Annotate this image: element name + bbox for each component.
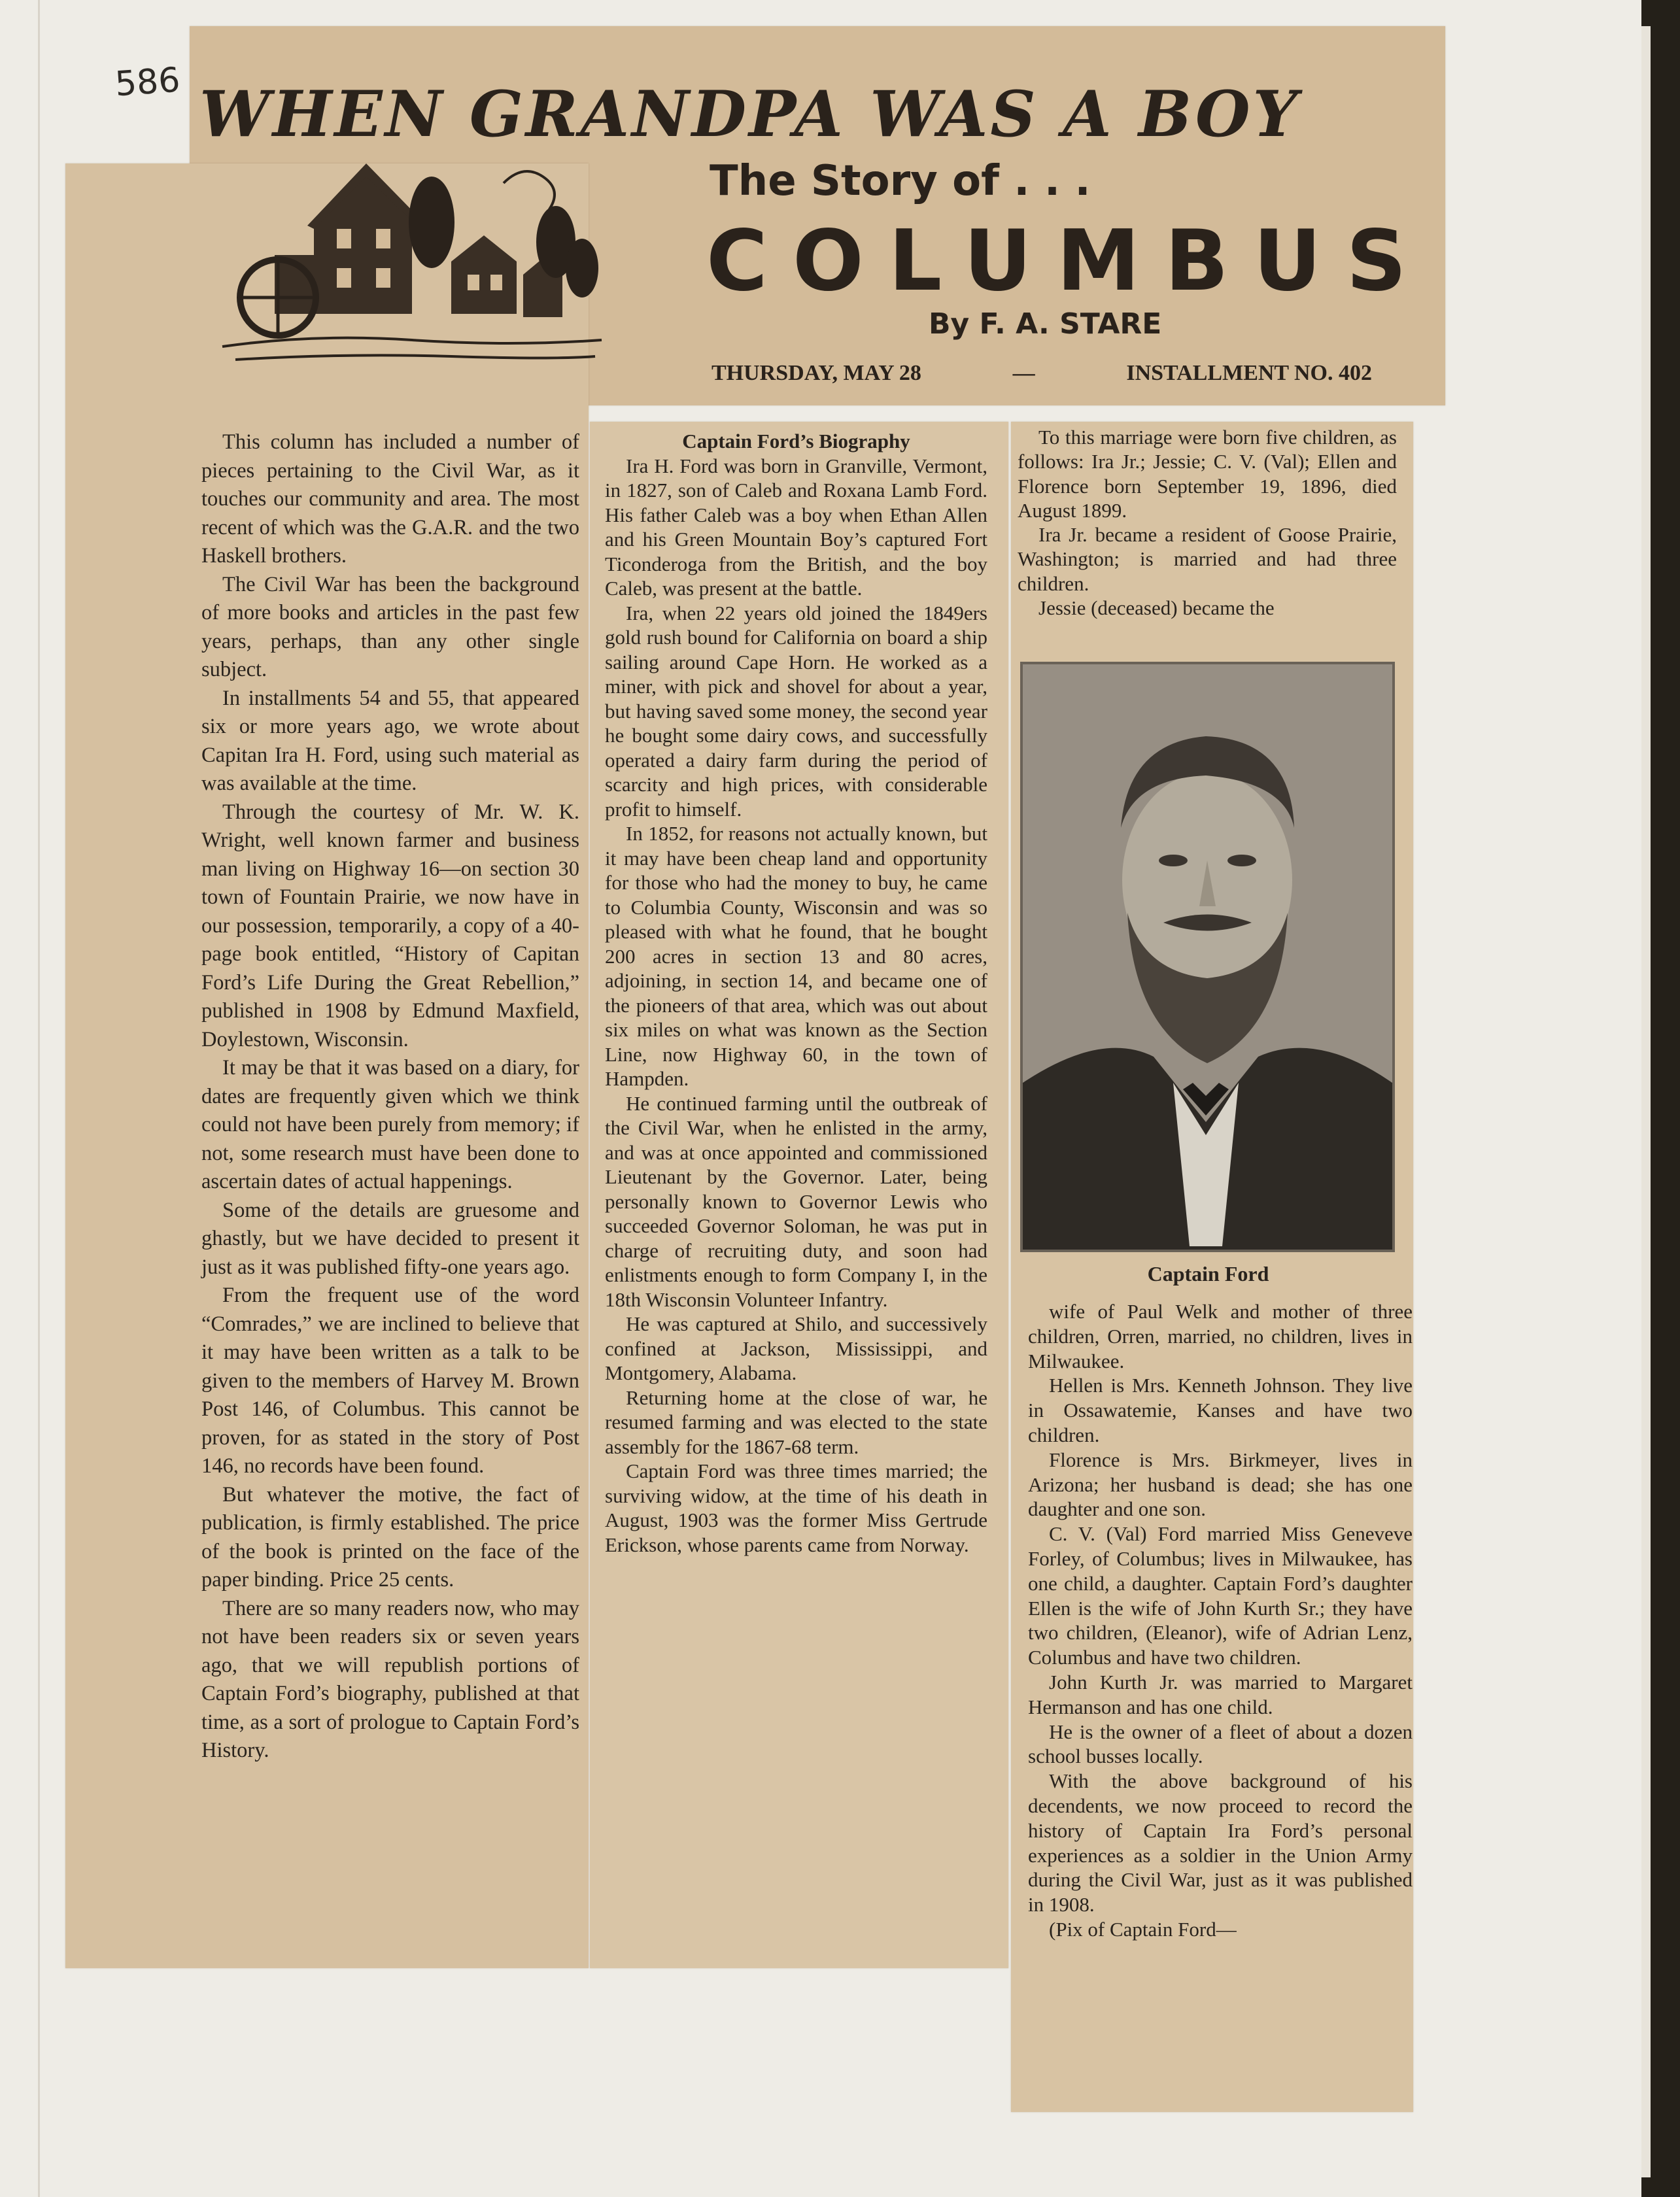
paragraph: He was captured at Shilo, and successively confined at Jackson, Mississippi, and Montgomery, Alabama. bbox=[605, 1312, 987, 1384]
page-number: 586 bbox=[114, 60, 182, 105]
column1-text bbox=[201, 428, 579, 1765]
paragraph: But whatever the motive, the fact of publication, is firmly established. The price of the book is printed on the face of the paper binding. Price 25 cents. bbox=[201, 1482, 579, 1592]
paragraph: C. V. (Val) Ford married Miss Geneveve Forley, of Columbus; lives in Milwaukee, has one child, a daughter. Captain Ford’s daughter Ellen is the wife of John Kurth Sr.; they have two children, (Eleanor), wife of Adrian Lenz, Columbus and have two children. bbox=[1028, 1522, 1413, 1669]
paragraph: The Civil War has been the background of more books and articles in the past few years, perhaps, than any other single subject. bbox=[201, 572, 579, 681]
kicker: The Story of . . . bbox=[710, 157, 1091, 205]
date: THURSDAY, MAY 28 bbox=[711, 361, 921, 385]
installment-number: INSTALLMENT NO. 402 bbox=[1126, 361, 1372, 385]
byline: By F. A. STARE bbox=[929, 307, 1162, 341]
captain-ford-portrait bbox=[1020, 662, 1395, 1252]
paragraph: Through the courtesy of Mr. W. K. Wright, well known farmer and business man living on Highway 16—on section 30 town of Fountain Prairie, we now have in our possession, temporarily, a copy of a 40-page book entitled, “History of Capitan Ford’s Life During the Great Rebellion,” published in 1908 by Edmund Maxfield, Doylestown, Wisconsin. bbox=[201, 800, 579, 1051]
headline-title: COLUMBUS bbox=[706, 213, 1431, 310]
paragraph: He is the owner of a fleet of about a dozen school busses locally. bbox=[1028, 1720, 1413, 1768]
dateline bbox=[711, 361, 1372, 386]
paragraph: From the frequent use of the word “Comrades,” we are inclined to believe that it may have been written as a talk to be given to the members of Harvey M. Brown Post 146, of Columbus. This cannot be proven, for as stated in the story of Post 146, no records have been found. bbox=[201, 1284, 579, 1478]
column2-text bbox=[605, 429, 987, 1557]
paragraph: Some of the details are gruesome and ghastly, but we have decided to present it just as it was published fifty-one years ago. bbox=[201, 1198, 579, 1279]
paragraph: In installments 54 and 55, that appeared six or more years ago, we wrote about Capitan Ira H. Ford, using such material as was available at the time. bbox=[201, 686, 579, 795]
paragraph: Ira Jr. became a resident of Goose Prairie, Washington; is married and had three children. bbox=[1018, 523, 1397, 595]
paragraph: Returning home at the close of war, he resumed farming and was elected to the state assembly for the 1867-68 term. bbox=[605, 1386, 987, 1458]
photo-caption: Captain Ford bbox=[1147, 1262, 1269, 1286]
paragraph: Florence is Mrs. Birkmeyer, lives in Arizona; her husband is dead; she has one daughter and one son. bbox=[1028, 1448, 1413, 1521]
paragraph: With the above background of his decendents, we now proceed to record the history of Captain Ira Ford’s personal experiences as a soldier in the Union Army during the Civil War, just as it was published in 1908. bbox=[1028, 1769, 1413, 1916]
paragraph: He continued farming until the outbreak of the Civil War, when he enlisted in the army, and was at once appointed and commissioned Lieutenant by the Governor. Later, being personally known to Governor Lewis who succeeded Governor Soloman, he was put in charge of recruiting duty, and soon had enlistments enough to form Company I, in the 18th Wisconsin Volunteer Infantry. bbox=[605, 1091, 987, 1311]
paragraph: It may be that it was based on a diary, for dates are frequently given which we think could not have been purely from memory; if not, some research must have been done to ascertain dates of actual happenings. bbox=[201, 1056, 579, 1193]
paragraph: John Kurth Jr. was married to Margaret Hermanson and has one child. bbox=[1028, 1670, 1413, 1718]
dateline-separator: — bbox=[1012, 361, 1035, 385]
paragraph: This column has included a number of pieces pertaining to the Civil War, as it touches our community and area. The most recent of which was the G.A.R. and the two Haskell brothers. bbox=[201, 430, 579, 568]
paragraph: Hellen is Mrs. Kenneth Johnson. They live in Ossawatemie, Kanses and have two children. bbox=[1028, 1374, 1413, 1446]
paragraph: Ira, when 22 years old joined the 1849ers gold rush bound for California on board a ship sailing around Cape Horn. He worked as a miner, with pick and shovel for about a year, but having saved some money, the second year he bought some dairy cows, and successfully operated a dairy farm during the period of scarcity and high prices, with considerable profit to himself. bbox=[605, 601, 987, 821]
paragraph: Captain Ford was three times married; the surviving widow, at the time of his death in August, 1903 was the former Miss Gertrude Erickson, whose parents came from Norway. bbox=[605, 1459, 987, 1556]
paragraph: Jessie (deceased) became the bbox=[1038, 596, 1275, 620]
binding-line bbox=[38, 0, 40, 2197]
page-edge bbox=[1641, 0, 1680, 2197]
paragraph: wife of Paul Welk and mother of three children, Orren, married, no children, lives in Milwaukee. bbox=[1028, 1300, 1413, 1372]
paragraph: Ira H. Ford was born in Granville, Vermont, in 1827, son of Caleb and Roxana Lamb Ford. His father Caleb was a boy when Ethan Allen and his Green Mountain Boy’s captured Fort Ticonderoga from the British, and the boy Caleb, was present at the battle. bbox=[605, 454, 987, 600]
masthead: WHEN GRANDPA WAS A BOY bbox=[199, 77, 1301, 151]
paragraph: (Pix of Captain Ford— bbox=[1049, 1917, 1237, 1941]
paragraph: To this marriage were born five children, as follows: Ira Jr.; Jessie; C. V. (Val); Ellen and Florence born September 19, 1896, died August 1899. bbox=[1018, 426, 1397, 522]
column3-text-bottom bbox=[1028, 1299, 1413, 1942]
paragraph: There are so many readers now, who may not have been readers six or seven years ago, that we will republish portions of Captain Ford’s biography, published at that time, as a sort of prologue to Captain Ford’s History. bbox=[201, 1596, 579, 1762]
biography-subhead: Captain Ford’s Biography bbox=[682, 430, 910, 452]
paragraph: In 1852, for reasons not actually known, but it may have been cheap land and opportunity for those who had the money to buy, he came to Columbia County, Wisconsin and was so pleased with what he found, that he bought 200 acres in section 13 and 80 acres, adjoining, in section 14, and became one of the pioneers of that area, which was out about six miles on what was known as the Section Line, now Highway 60, in the town of Hampden. bbox=[605, 822, 987, 1090]
column3-text-top bbox=[1018, 425, 1397, 620]
mill-illustration bbox=[216, 144, 608, 373]
